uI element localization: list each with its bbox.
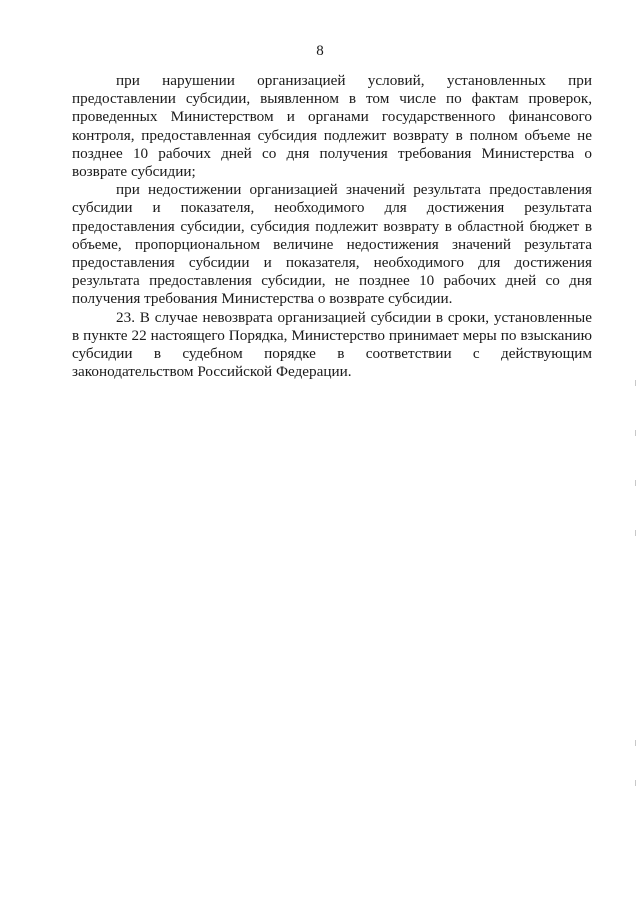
paragraph-item-23: 23. В случае невозврата организацией субсидии в сроки, установленные в пункте 22 настоящего Порядка, Министерство принимает меры по взысканию субсидии в судебном порядке в соответствии с действующим законодательством Российской Федерации. bbox=[72, 308, 592, 381]
scan-mark bbox=[635, 430, 636, 436]
scan-mark bbox=[635, 480, 636, 486]
document-body bbox=[72, 72, 592, 381]
scan-mark bbox=[635, 530, 636, 536]
scan-mark bbox=[635, 380, 636, 386]
scan-mark bbox=[635, 780, 636, 786]
scan-mark bbox=[635, 740, 636, 746]
paragraph-violation-return: при нарушении организацией условий, установленных при предоставлении субсидии, выявленном в том числе по фактам проверок, проведенных Министерством и органами государственного финансового контроля, предоставленная субсидия подлежит возврату в полном объеме не позднее 10 рабочих дней со дня получения требования Министерства о возврате субсидии; bbox=[72, 72, 592, 181]
scan-edge-marks bbox=[635, 380, 638, 800]
page-number: 8 bbox=[316, 43, 324, 59]
paragraph-underachievement-return: при недостижении организацией значений результата предоставления субсидии и показателя, необходимого для достижения результата предоставления субсидии, субсидия подлежит возврату в областной бюджет в объеме, пропорциональном величине недостижения значений результата предоставления субсидии и показателя, необходимого для достижения результата предоставления субсидии, не позднее 10 рабочих дней со дня получения требования Министерства о возврате субсидии. bbox=[72, 181, 592, 308]
